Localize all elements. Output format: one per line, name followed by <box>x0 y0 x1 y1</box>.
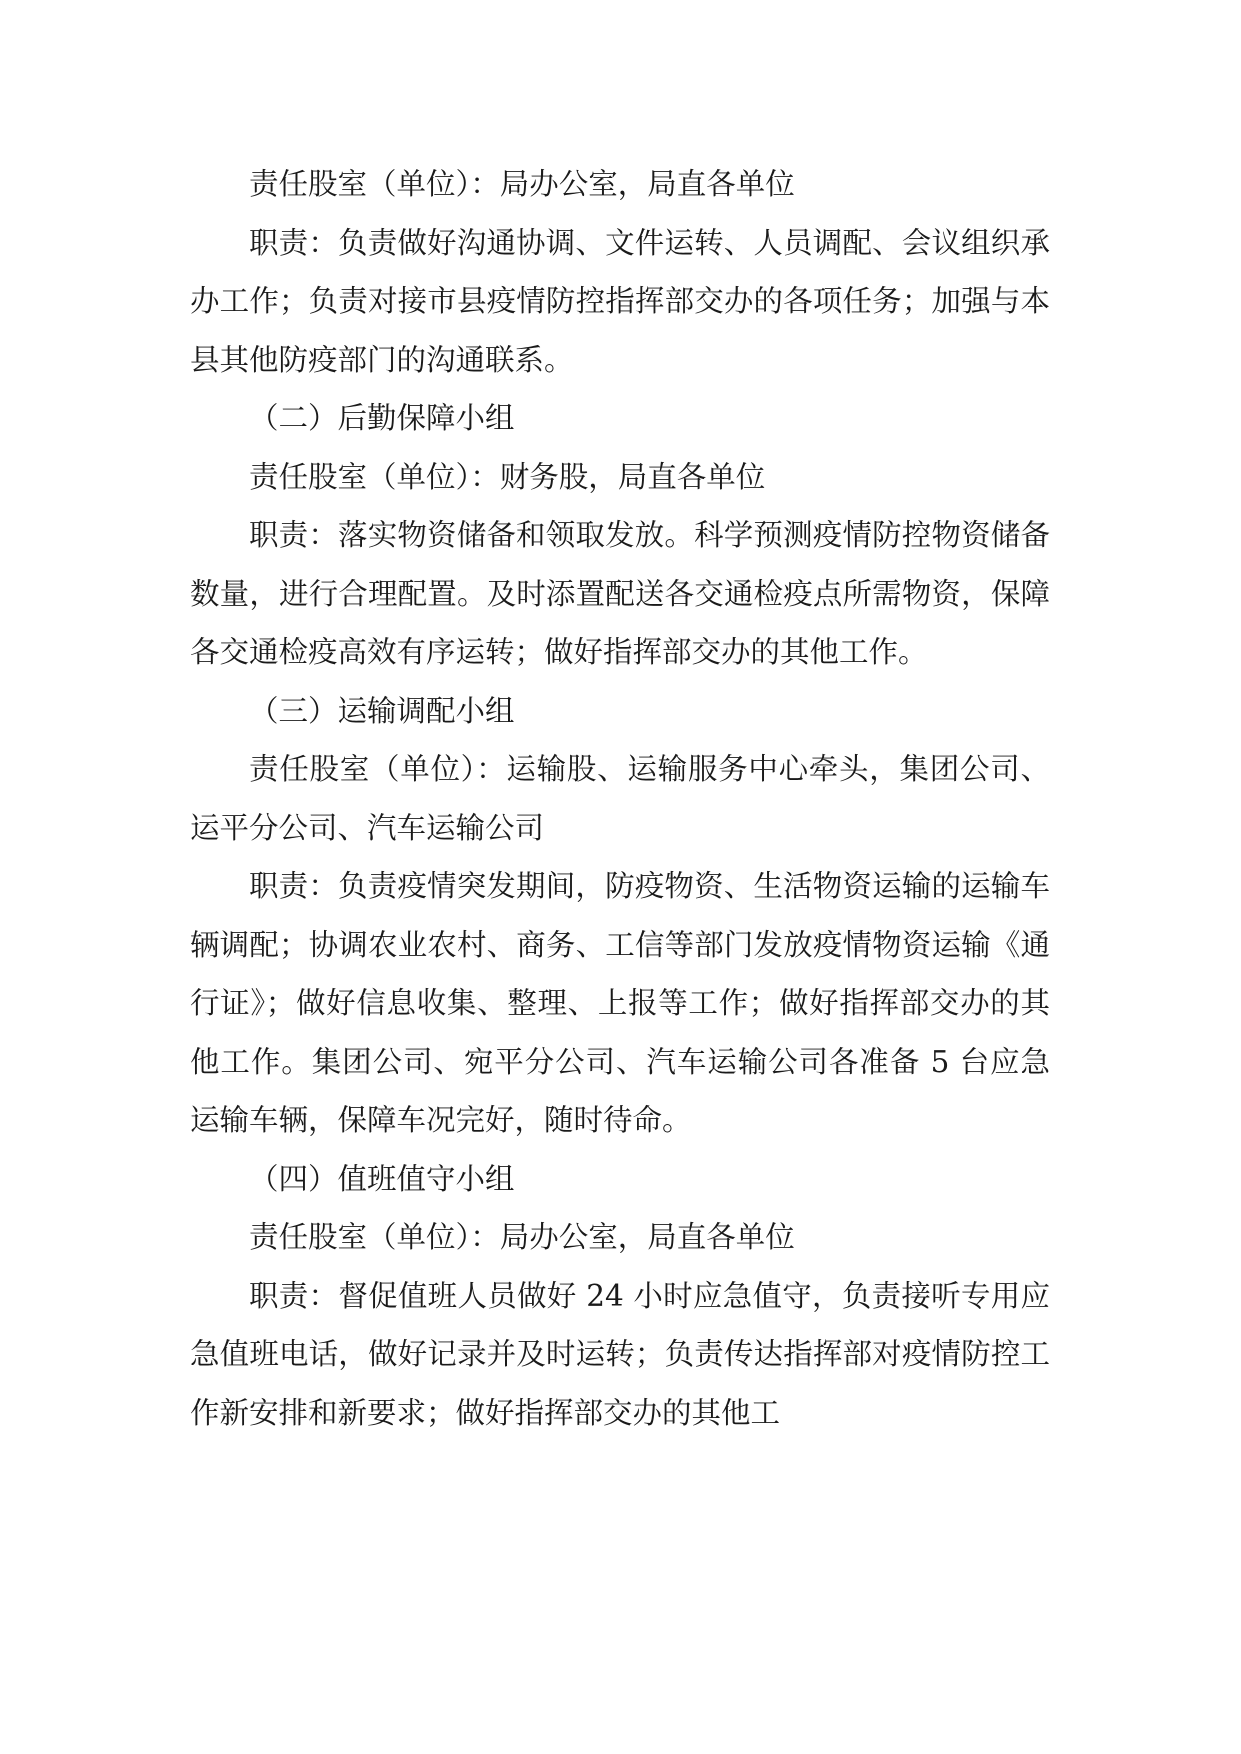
duty-4: 职责：督促值班人员做好 24 小时应急值守，负责接听专用应急值班电话，做好记录并及时运转；负责传达指挥部对疫情防控工作新安排和新要求；做好指挥部交办的其他工 <box>190 1278 1050 1430</box>
section-heading-3: （三）运输调配小组 <box>249 693 515 728</box>
responsible-unit-3: 责任股室（单位）：运输股、运输服务中心牵头，集团公司、运平分公司、汽车运输公司 <box>190 752 1050 845</box>
duty-2: 职责：落实物资储备和领取发放。科学预测疫情防控物资储备数量，进行合理配置。及时添置配送各交通检疫点所需物资，保障各交通检疫高效有序运转；做好指挥部交办的其他工作。 <box>190 518 1050 669</box>
responsible-unit-4: 责任股室（单位）：局办公室，局直各单位 <box>249 1220 795 1254</box>
responsible-unit-1: 责任股室（单位）：局办公室，局直各单位 <box>249 167 795 201</box>
duty-3: 职责：负责疫情突发期间，防疫物资、生活物资运输的运输车辆调配；协调农业农村、商务、工信等部门发放疫情物资运输《通行证》；做好信息收集、整理、上报等工作；做好指挥部交办的其他工作。集团公司、宛平分公司、汽车运输公司各准备 5 台应急运输车辆，保障车况完好，随时待命。 <box>190 869 1050 1137</box>
document-body <box>190 155 1050 1442</box>
responsible-unit-2: 责任股室（单位）：财务股，局直各单位 <box>249 459 766 494</box>
section-heading-2: （二）后勤保障小组 <box>249 401 515 435</box>
section-heading-4: （四）值班值守小组 <box>249 1161 515 1196</box>
duty-1: 职责：负责做好沟通协调、文件运转、人员调配、会议组织承办工作；负责对接市县疫情防控指挥部交办的各项任务；加强与本县其他防疫部门的沟通联系。 <box>190 225 1050 377</box>
